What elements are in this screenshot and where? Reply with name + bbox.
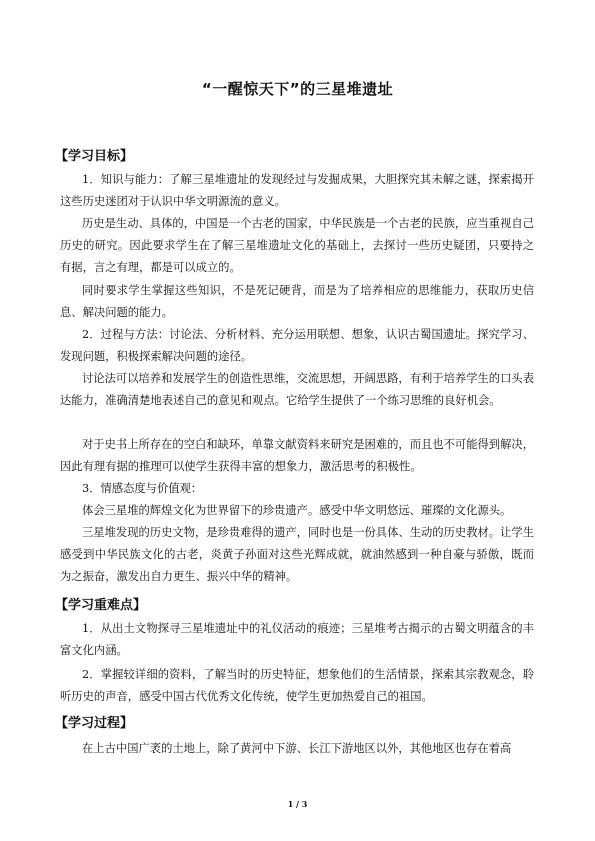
paragraph-objective-9: 三星堆发现的历史文物，是珍贵难得的遗产，同时也是一份具体、生动的历史教材。让学生感受到中华民族文化的古老，炎黄子孙面对这些光辉成就，就油然感到一种自豪与骄傲，既而为之振奋，激发出自力更生、振兴中华的精神。	[60, 526, 534, 584]
section-heading-objectives: 【学习目标】	[55, 149, 134, 164]
page-number: 1 / 3	[287, 799, 308, 809]
paragraph-key-point-1: 1．从出土文物探寻三星堆遗址中的礼仪活动的痕迹；三星堆考古揭示的古蜀文明蕴含的丰富文化内涵。	[60, 622, 534, 658]
paragraph-objective-2: 历史是生动、具体的，中国是一个古老的国家，中华民族是一个古老的民族，应当重视自己历史的研究。因此要求学生在了解三星堆遗址文化的基础上，去探讨一些历史疑团，只要持之有据，言之有理，都是可以成立的。	[60, 217, 534, 275]
paragraph-objective-6: 对于史书上所存在的空白和缺环，单靠文献资料来研究是困难的，而且也不可能得到解决，因此有理有据的推理可以使学生获得丰富的想象力，激活思考的积极性。	[60, 438, 534, 474]
paragraph-objective-5: 讨论法可以培养和发展学生的创造性思维，交流思想，开阔思路，有利于培养学生的口头表达能力，准确清楚地表述自己的意见和观点。它给学生提供了一个练习思维的良好机会。	[60, 372, 534, 408]
paragraph-key-point-2: 2．掌握较详细的资料，了解当时的历史特征，想象他们的生活情景，探索其宗教观念，聆听历史的声音，感受中国古代优秀文化传统，使学生更加热爱自己的祖国。	[60, 668, 534, 704]
section-heading-key-points: 【学习重难点】	[55, 598, 147, 613]
paragraph-process-1: 在上古中国广袤的土地上，除了黄河中下游、长江下游地区以外，其他地区也存在着高	[82, 742, 512, 755]
paragraph-objective-3: 同时要求学生掌握这些知识，不是死记硬背，而是为了培养相应的思维能力，获取历史信息、解决问题的能力。	[60, 284, 534, 320]
paragraph-objective-4: 2．过程与方法：讨论法、分析材料、充分运用联想、想象，认识古蜀国遗址。探究学习、发现问题，积极探索解决问题的途径。	[60, 328, 534, 364]
paragraph-objective-8: 体会三星堆的辉煌文化为世界留下的珍贵遗产。感受中华文明悠远、璀璨的文化源头。	[82, 504, 512, 517]
document-title: “一醒惊天下”的三星堆遗址	[201, 80, 394, 98]
paragraph-objective-1: 1．知识与能力：了解三星堆遗址的发现经过与发掘成果，大胆探究其未解之谜，探索揭开这些历史迷团对于认识中华文明源流的意义。	[60, 173, 534, 209]
paragraph-objective-7: 3．情感态度与价值观：	[82, 482, 203, 495]
section-heading-process: 【学习过程】	[55, 716, 134, 731]
